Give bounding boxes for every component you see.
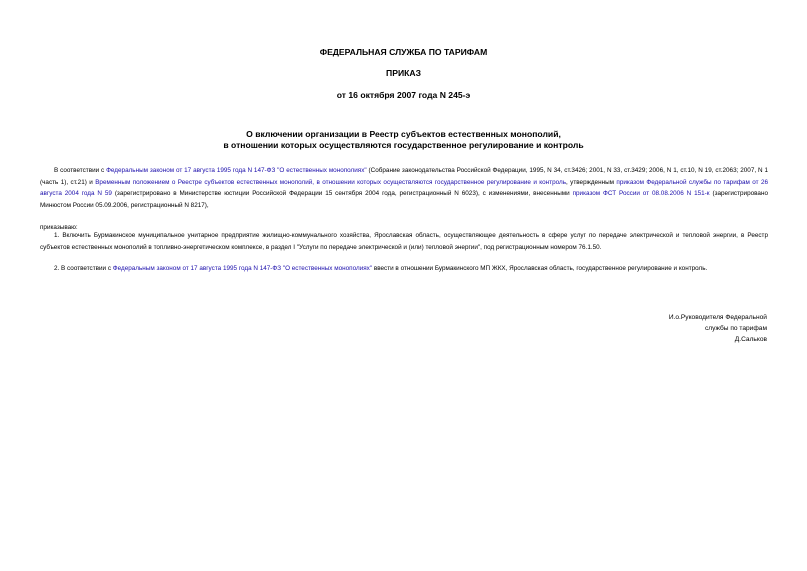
preamble-text-3: , утвержденным: [566, 178, 617, 186]
clause-1: 1. Включить Бурмакинское муниципальное унитарное предприятие жилищно-коммунального хозяйства, Ярославская область, осуществляющее деятельность в сфере услуг по передаче электрической и тепловой энергии, в Реестр субъектов естественных монополий в топливно-энергетическом комплексе, в раздел I "Услуги по передаче электрической и (или) тепловой энергии", под регистрационным номером 76.1.50.: [40, 232, 768, 251]
clause-2-text-1: 2. В соответствии с: [54, 265, 113, 272]
temporary-regulation-link[interactable]: Временным положением о Реестре субъектов естественных монополий, в отношении которых осуществляются государственное регулирование и контроль: [95, 178, 567, 186]
document-date-number: от 16 октября 2007 года N 245-э: [336, 90, 471, 100]
agency-name: ФЕДЕРАЛЬНАЯ СЛУЖБА ПО ТАРИФАМ: [319, 47, 488, 57]
preamble-text-1: В соответствии с: [54, 167, 107, 174]
preamble-text-4: (зарегистрировано в Министерстве юстиции Российской Федерации 15 сентября 2004 года, регистрационный N 6023), с изменениями, внесенными: [111, 190, 573, 197]
clause-2-text-2: ввести в отношении Бурмакинского МП ЖКХ, Ярославская область, государственное регулирование и контроль.: [372, 265, 708, 272]
fst-order-151k-link[interactable]: приказом ФСТ России от 08.08.2006 N 151-к: [572, 190, 710, 197]
signature-name: Д.Сальков: [734, 336, 767, 343]
preamble-text-5: (зарегистрировано Минюстом России 05.09.2006, регистрационный N 8217),: [40, 190, 768, 209]
law-147-fz-link[interactable]: Федеральным законом от 17 августа 1995 года N 147-ФЗ "О естественных монополиях": [106, 167, 367, 174]
fst-order-59-link[interactable]: приказом Федеральной службы по тарифам от 26 августа 2004 года N 59: [40, 178, 769, 197]
document-title-line-1: О включении организации в Реестр субъектов естественных монополий,: [246, 129, 561, 139]
signature-agency: службы по тарифам: [704, 325, 767, 332]
preamble-paragraph: [40, 165, 768, 211]
preamble-text-2: (Собрание законодательства Российской Федерации, 1995, N 34, ст.3426; 2001, N 33, ст.3429; 2006, N 1, ст.10, N 19, ст.2063; 2007, N 1 (часть 1), ст.21) и: [40, 167, 768, 186]
document-type: ПРИКАЗ: [386, 68, 421, 78]
order-word: приказываю:: [40, 224, 78, 231]
signature-position: И.о.Руководителя Федеральной: [668, 314, 767, 321]
document-title-line-2: в отношении которых осуществляются государственное регулирование и контроль: [223, 140, 584, 150]
law-147-fz-link-2[interactable]: Федеральным законом от 17 августа 1995 года N 147-ФЗ "О естественных монополиях": [112, 265, 373, 272]
clause-2: [40, 263, 768, 275]
